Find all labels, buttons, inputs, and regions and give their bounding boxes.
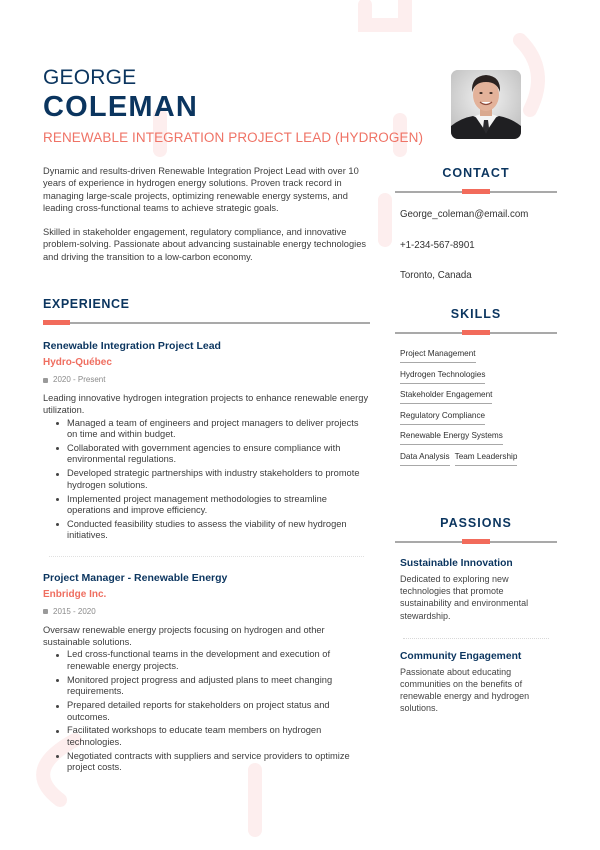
section-divider bbox=[395, 330, 557, 335]
contact-location: Toronto, Canada bbox=[400, 270, 472, 281]
job-bullets bbox=[43, 649, 370, 773]
job-bullet: Collaborated with government agencies to ensure compliance with environmental regulations. bbox=[43, 443, 370, 466]
passion-item bbox=[395, 557, 557, 622]
job-bullet: Managed a team of engineers and project managers to deliver projects on time and within budget. bbox=[43, 418, 370, 441]
skill-tag: Regulatory Compliance bbox=[400, 410, 485, 425]
job-description: Leading innovative hydrogen integration projects to enhance renewable energy utilization. bbox=[43, 393, 369, 416]
summary-paragraph: Dynamic and results-driven Renewable Integration Project Lead with over 10 years of experience in hydrogen energy solutions. Proven track record in managing large-scale projects, optimizing renewable energy systems, and leading cross-functional teams to achieve strategic goals. bbox=[43, 166, 359, 213]
section-divider bbox=[395, 539, 557, 544]
job-description: Oversaw renewable energy projects focusing on hydrogen and other sustainable solutions. bbox=[43, 624, 325, 648]
job-entry bbox=[43, 571, 370, 774]
job-bullet: Developed strategic partnerships with industry stakeholders to promote hydrogen solutions. bbox=[43, 468, 370, 491]
skill-tag: Project Management bbox=[400, 348, 476, 363]
job-bullet: Implemented project management methodologies to streamline operations and improve efficiency. bbox=[43, 494, 370, 517]
skill-tag: Team Leadership bbox=[455, 451, 518, 466]
skills-heading: SKILLS bbox=[450, 307, 502, 321]
job-title: RENEWABLE INTEGRATION PROJECT LEAD (HYDROGEN) bbox=[43, 130, 424, 145]
skill-tag: Stakeholder Engagement bbox=[400, 389, 492, 404]
job-dates-text: 2015 - 2020 bbox=[53, 606, 96, 616]
job-bullet: Negotiated contracts with suppliers and service providers to optimize project costs. bbox=[43, 751, 370, 774]
job-bullet: Facilitated workshops to educate team members on hydrogen technologies. bbox=[43, 725, 370, 748]
passion-item bbox=[395, 650, 557, 715]
profile-photo bbox=[451, 70, 521, 139]
sidebar-column bbox=[395, 165, 557, 715]
job-role: Renewable Integration Project Lead bbox=[43, 340, 221, 353]
section-divider bbox=[43, 320, 370, 325]
last-name: COLEMAN bbox=[43, 91, 199, 123]
passion-description: Dedicated to exploring new technologies that promote sustainability and environmental stewardship. bbox=[400, 574, 529, 621]
passions-section bbox=[395, 515, 557, 715]
section-divider bbox=[395, 189, 557, 194]
passion-title: Community Engagement bbox=[400, 650, 522, 662]
job-dates bbox=[43, 374, 370, 386]
passion-separator bbox=[403, 638, 549, 639]
job-dates-text: 2020 - Present bbox=[53, 375, 106, 385]
skills-list bbox=[395, 348, 557, 471]
first-name: GEORGE bbox=[43, 66, 137, 89]
summary-paragraph: Skilled in stakeholder engagement, regulatory compliance, and innovative problem-solving. Passionate about advancing sustainable energy technologies and driving the transition to a low-carbon economy. bbox=[43, 227, 367, 262]
contact-heading: CONTACT bbox=[442, 166, 510, 180]
calendar-icon bbox=[43, 378, 48, 383]
passion-description: Passionate about educating communities on the benefits of renewable energy and hydrogen solutions. bbox=[400, 666, 530, 714]
skill-tag: Hydrogen Technologies bbox=[400, 369, 485, 384]
job-bullet: Monitored project progress and adjusted plans to meet changing requirements. bbox=[43, 675, 370, 698]
skill-tag: Data Analysis bbox=[400, 451, 450, 466]
profile-summary bbox=[43, 165, 370, 263]
contact-section bbox=[395, 165, 557, 282]
passions-heading: PASSIONS bbox=[440, 516, 512, 530]
calendar-icon bbox=[43, 609, 48, 614]
job-company: Hydro-Québec bbox=[43, 357, 112, 369]
main-column bbox=[43, 165, 370, 780]
job-dates bbox=[43, 606, 370, 618]
skill-tag: Renewable Energy Systems bbox=[400, 430, 503, 445]
job-bullets bbox=[43, 418, 370, 542]
person-portrait-icon bbox=[451, 70, 521, 139]
job-company: Enbridge Inc. bbox=[43, 588, 107, 600]
job-bullet: Led cross-functional teams in the development and execution of renewable energy projects. bbox=[43, 649, 370, 672]
job-bullet: Prepared detailed reports for stakeholders on project status and outcomes. bbox=[43, 700, 370, 723]
passion-title: Sustainable Innovation bbox=[400, 558, 513, 569]
experience-heading: EXPERIENCE bbox=[43, 297, 130, 312]
contact-email[interactable]: George_coleman@email.com bbox=[400, 209, 529, 220]
job-entry bbox=[43, 339, 370, 542]
job-separator bbox=[49, 556, 364, 557]
contact-phone[interactable]: +1-234-567-8901 bbox=[400, 239, 475, 251]
resume-header bbox=[43, 66, 443, 147]
skills-section bbox=[395, 306, 557, 471]
job-role: Project Manager - Renewable Energy bbox=[43, 571, 228, 584]
job-bullet: Conducted feasibility studies to assess the viability of new hydrogen initiatives. bbox=[43, 519, 370, 542]
